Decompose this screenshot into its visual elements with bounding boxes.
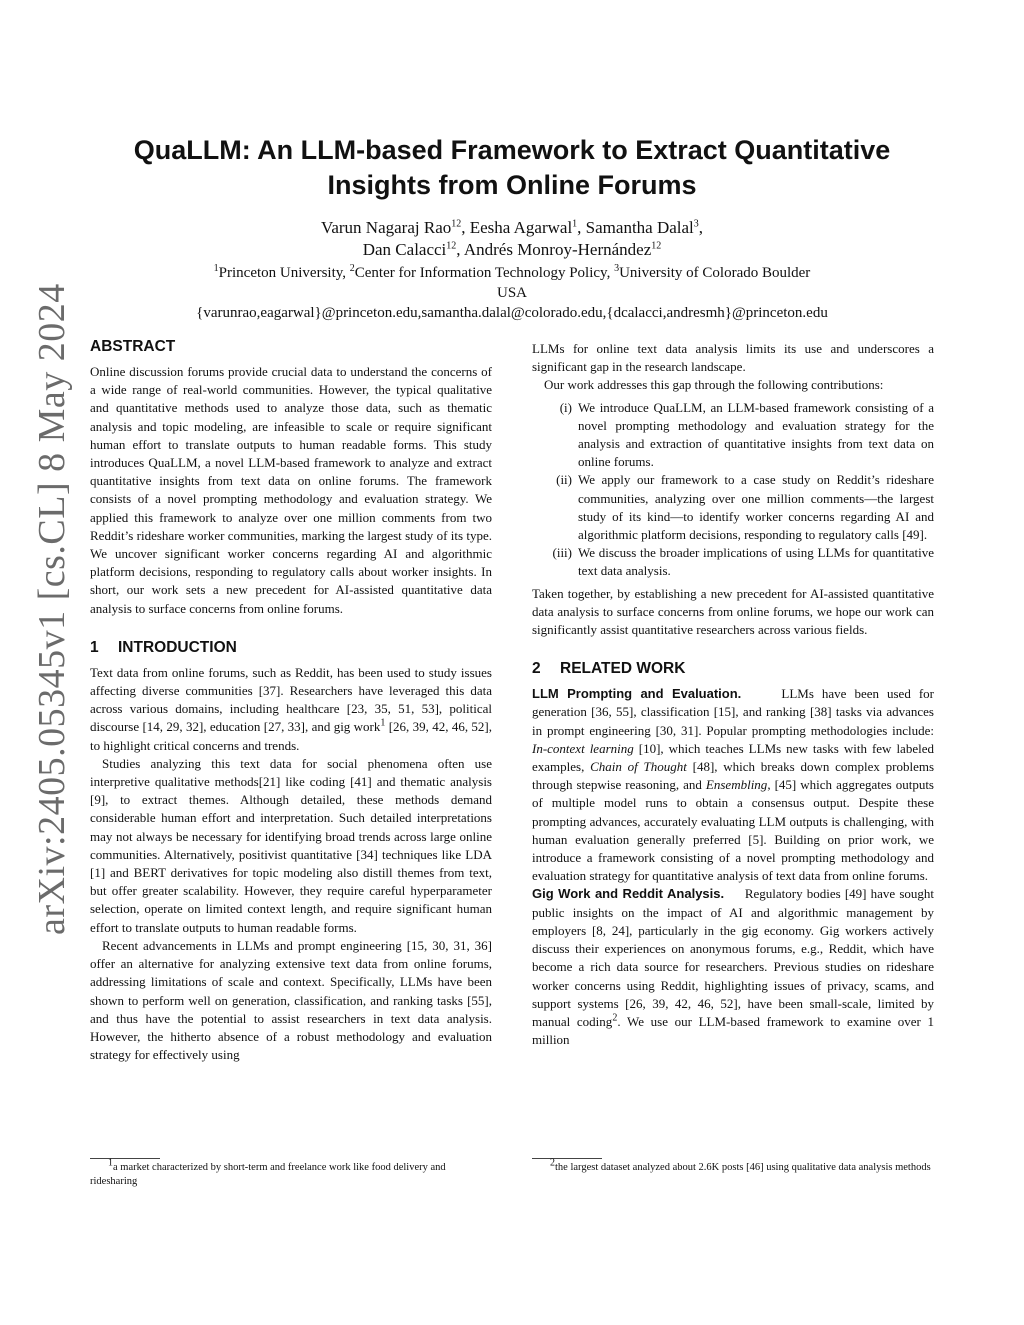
llm-prompting-paragraph xyxy=(532,685,934,885)
contribution-marker: (ii) xyxy=(556,472,572,488)
right-column xyxy=(532,340,934,1049)
footnote-rule-right xyxy=(532,1158,602,1159)
affiliation-name: Center for Information Technology Policy, xyxy=(354,265,615,281)
contributions-list xyxy=(532,399,934,581)
related-work-heading xyxy=(532,659,934,679)
author-affil-marker: 12 xyxy=(651,240,662,252)
affiliation-name: Princeton University, xyxy=(218,265,350,281)
author-affil-marker: 12 xyxy=(451,218,462,230)
footnote-marker: 2 xyxy=(550,1157,555,1169)
contribution-text: We introduce QuaLLM, an LLM-based framework consisting of a novel prompting methodology and evaluation strategy for the analysis and extraction of quantitative insights from text data on online forums. xyxy=(578,399,934,470)
section-title: RELATED WORK xyxy=(560,660,686,678)
contribution-marker: (i) xyxy=(559,399,572,415)
run-in-heading: Gig Work and Reddit Analysis. xyxy=(532,886,725,902)
paragraph-text: , [45] which aggregates outputs of multiple model runs to obtain a consensus output. Despite these prompting advances, accurately evaluating LLM outputs is challenging, with human evaluation generally preferred [5]. Building on prior work, we introduce a framework consisting of a novel prompting methodology and evaluation strategy for quantitative analysis of text data from online forums. xyxy=(532,777,934,884)
contribution-item xyxy=(532,399,934,472)
affiliation-name: University of Colorado Boulder xyxy=(619,265,811,281)
author-name: Eesha Agarwal xyxy=(469,218,573,237)
section-number: 1 xyxy=(90,638,99,656)
paragraph-text: . We use our LLM-based framework to examine over 1 million xyxy=(532,1013,934,1048)
author-line-2: Dan Calacci$^{12}$, Andrés Monroy-Hernández$^{12}$ xyxy=(362,240,662,259)
paragraph-text: LLMs have been used for generation [36, 55], classification [15], and ranking [38] tasks via advances in prompt engineering [30, 31]. Popular prompting methodologies include: xyxy=(532,686,934,738)
author-emails[interactable]: {varunrao,eagarwal}@princeton.edu,samantha.dalal@colorado.edu,{dcalacci,andresmh}@princeton.edu xyxy=(196,305,828,321)
contribution-item xyxy=(532,544,934,580)
taken-together-paragraph: Taken together, by establishing a new precedent for AI-assisted quantitative data analysis to surface concerns from online forums, we hope our work can significantly assist quantitative researchers across various fields. xyxy=(532,585,934,638)
author-affil-marker: 3 xyxy=(693,218,699,230)
footnote-ref-2[interactable]: 2 xyxy=(612,1012,618,1024)
footnote-ref-1[interactable]: 1 xyxy=(380,718,386,730)
intro-p1-text: Text data from online forums, such as Reddit, has been used to study issues affecting diverse communities [37]. Researchers have leveraged this data across various domains, including healthcare [23, 35, 51, 53], political discourse [14, 29, 32], education [27, 33], and gig work xyxy=(90,664,492,735)
contributions-intro: Our work addresses this gap through the following contributions: xyxy=(544,377,884,393)
abstract-heading: ABSTRACT xyxy=(90,338,176,355)
paragraph-text: Regulatory bodies [49] have sought public insights on the impact of AI and algorithmic management by employers [8, 24], particularly in the gig economy. Gig workers actively discuss their experiences on anonymous forums, e.g., Reddit, which have become a rich data source for researchers. Previous studies on rideshare worker concerns using Reddit, highlighting issues of privacy, scams, and support systems [26, 39, 42, 46, 52], have been small-scale, limited by manual coding xyxy=(532,886,934,1029)
abstract-text: Online discussion forums provide crucial data to understand the concerns of a wide range of real-world communities. However, the typical qualitative and quantitative methods used to analyze those data, such as thematic analysis and topic modeling, are infeasible to scale or require significant human effort to translate outputs to human readable forms. This study introduces QuaLLM, a novel LLM-based framework to analyze and extract quantitative insights from text data on online forums. The framework consists of a novel prompting methodology and evaluation strategy. We applied this framework to analyze over one million comments from two Reddit’s rideshare worker communities, marking the largest study of its type. We uncover significant worker concerns regarding AI and algorithmic platform decisions, responding to regulatory calls about worker insights. In short, our work sets a new precedent for AI-assisted quantitative data analysis to surface concerns from online forums. xyxy=(90,364,492,616)
section-title: INTRODUCTION xyxy=(118,638,237,656)
author-name: Samantha Dalal xyxy=(585,218,694,237)
italic-term: Chain of Thought xyxy=(590,759,687,775)
contribution-marker: (iii) xyxy=(552,545,572,561)
contribution-item xyxy=(532,471,934,544)
intro-paragraph-1 xyxy=(90,664,492,755)
intro-paragraph-2: Studies analyzing this text data for social phenomena often use interpretive qualitative methods[21] like coding [41] and thematic analysis [9], to extract themes. Although detailed, these methods demand considerable human effort and interpretation. Such detailed interpretations may not always be necessary for identifying broad trends across large online communities. Alternatively, positivist quantitative [34] techniques like LDA [1] and BERT derivatives for topic modeling also distill themes from text, but offer greater scalability. However, they require careful hyperparameter selection, operate on limited context length, and require significant human effort to translate outputs to human readable forms. xyxy=(90,755,492,935)
affiliations xyxy=(100,263,924,323)
affiliation-country: USA xyxy=(496,285,527,301)
intro-paragraph-3: Recent advancements in LLMs and prompt engineering [15, 30, 31, 36] offer an alternative for analyzing extensive text data from online forums, addressing limitations of scale and context. Specifically, LLMs have been shown to perform well on generation, classification, and ranking tasks [55], and thus have the potential to assist researchers in text data analysis. However, the hitherto absence of a robust methodology and evaluation strategy for effectively using xyxy=(90,937,492,1063)
author-list xyxy=(100,217,924,261)
affil-marker: 3 xyxy=(614,263,620,274)
footnote-left xyxy=(90,1157,492,1189)
footnote-right xyxy=(532,1157,934,1175)
gig-work-paragraph xyxy=(532,885,934,1049)
italic-term: Ensembling xyxy=(705,777,768,793)
author-affil-marker: 12 xyxy=(446,240,457,252)
intro-continuation: LLMs for online text data analysis limits its use and underscores a significant gap in the research landscape. xyxy=(532,341,934,375)
section-number: 2 xyxy=(532,660,541,678)
title-line-1: QuaLLM: An LLM-based Framework to Extract Quantitative xyxy=(133,135,891,165)
italic-term: In-context learning xyxy=(532,740,634,756)
footnote-text: the largest dataset analyzed about 2.6K posts [46] using qualitative data analysis methods xyxy=(555,1162,931,1173)
title-line-2: Insights from Online Forums xyxy=(327,170,697,200)
author-name: Varun Nagaraj Rao xyxy=(320,218,452,237)
affiliation-line xyxy=(100,263,924,283)
affil-marker: 1 xyxy=(213,263,219,274)
left-column xyxy=(90,337,492,1064)
footnote-rule-left xyxy=(90,1158,160,1159)
paragraph-text: [48], which breaks down complex problems through stepwise reasoning, and xyxy=(532,759,935,793)
contribution-text: We apply our framework to a case study on Reddit’s rideshare communities, analyzing over one million comments—the largest study of its kind—to identify worker concerns regarding AI and algorithmic platform decisions, responding to regulatory calls [49]. xyxy=(578,472,934,543)
footnote-marker: 1 xyxy=(108,1157,113,1169)
author-affil-marker: 1 xyxy=(572,218,578,230)
footnote-text: a market characterized by short-term and freelance work like food delivery and ridesharing xyxy=(90,1162,446,1187)
author-line-1: Varun Nagaraj Rao$^{12}$, Eesha Agarwal$^1$, Samantha Dalal$^3$, xyxy=(320,218,704,237)
author-name: Andrés Monroy-Hernández xyxy=(463,240,652,259)
affil-marker: 2 xyxy=(349,263,355,274)
contribution-text: We discuss the broader implications of using LLMs for quantitative text data analysis. xyxy=(578,545,934,579)
intro-heading xyxy=(90,638,492,658)
arxiv-identifier[interactable]: arXiv:2405.05345v1 [cs.CL] 8 May 2024 xyxy=(31,283,73,935)
run-in-heading: LLM Prompting and Evaluation. xyxy=(532,686,742,702)
paragraph-text: [10], which teaches LLMs new tasks with few labeled examples, xyxy=(532,740,934,775)
intro-p1-text-end: [26, 39, 42, 46, 52], to highlight critical concerns and trends. xyxy=(90,719,492,753)
author-name: Dan Calacci xyxy=(362,240,447,259)
paper-title xyxy=(100,133,924,203)
